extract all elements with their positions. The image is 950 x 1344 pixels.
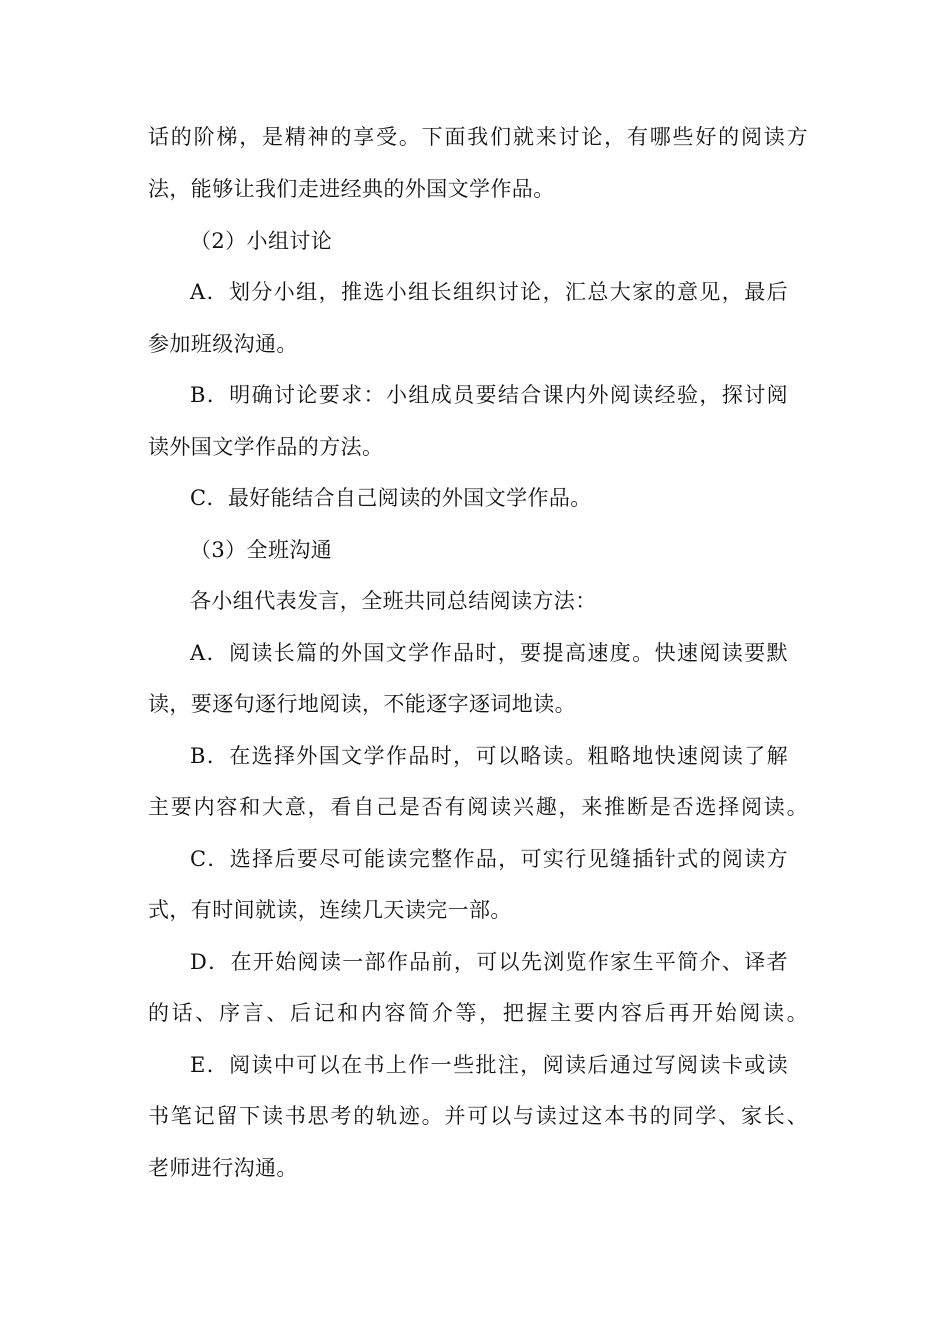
text-line-7: 读外国文学作品的方法。 — [148, 435, 384, 459]
text-line-12: 读，要逐句逐行地阅读，不能逐字逐词地读。 — [148, 692, 576, 716]
text-line-21: 老师进行沟通。 — [148, 1156, 298, 1180]
text-line-15: C．选择后要尽可能读完整作品，可实行见缝插针式的阅读方 — [190, 847, 788, 871]
text-line-4: A．划分小组，推选小组长组织讨论，汇总大家的意见，最后 — [190, 280, 788, 304]
text-line-20: 书笔记留下读书思考的轨迹。并可以与读过这本书的同学、家长、 — [148, 1104, 808, 1128]
text-line-18: 的话、序言、后记和内容简介等，把握主要内容后再开始阅读。 — [148, 1001, 808, 1025]
text-line-2: 法，能够让我们走进经典的外国文学作品。 — [148, 177, 555, 201]
text-line-8: C．最好能结合自己阅读的外国文学作品。 — [190, 486, 592, 510]
text-line-10: 各小组代表发言，全班共同总结阅读方法： — [190, 589, 597, 613]
section-heading-class-communication: （3）全班沟通 — [190, 538, 333, 562]
text-line-13: B．在选择外国文学作品时，可以略读。粗略地快速阅读了解 — [190, 744, 788, 768]
section-heading-group-discussion: （2）小组讨论 — [190, 229, 333, 253]
text-line-6: B．明确讨论要求：小组成员要结合课内外阅读经验，探讨阅 — [190, 383, 788, 407]
text-line-11: A．阅读长篇的外国文学作品时，要提高速度。快速阅读要默 — [190, 641, 788, 665]
text-line-5: 参加班级沟通。 — [148, 332, 298, 356]
text-line-1: 话的阶梯，是精神的享受。下面我们就来讨论，有哪些好的阅读方 — [148, 125, 808, 149]
text-line-19: E．阅读中可以在书上作一些批注，阅读后通过写阅读卡或读 — [190, 1053, 788, 1077]
text-line-16: 式，有时间就读，连续几天读完一部。 — [148, 898, 512, 922]
text-line-17: D．在开始阅读一部作品前，可以先浏览作家生平简介、译者 — [190, 950, 788, 974]
text-line-14: 主要内容和大意，看自己是否有阅读兴趣，来推断是否选择阅读。 — [148, 795, 808, 819]
